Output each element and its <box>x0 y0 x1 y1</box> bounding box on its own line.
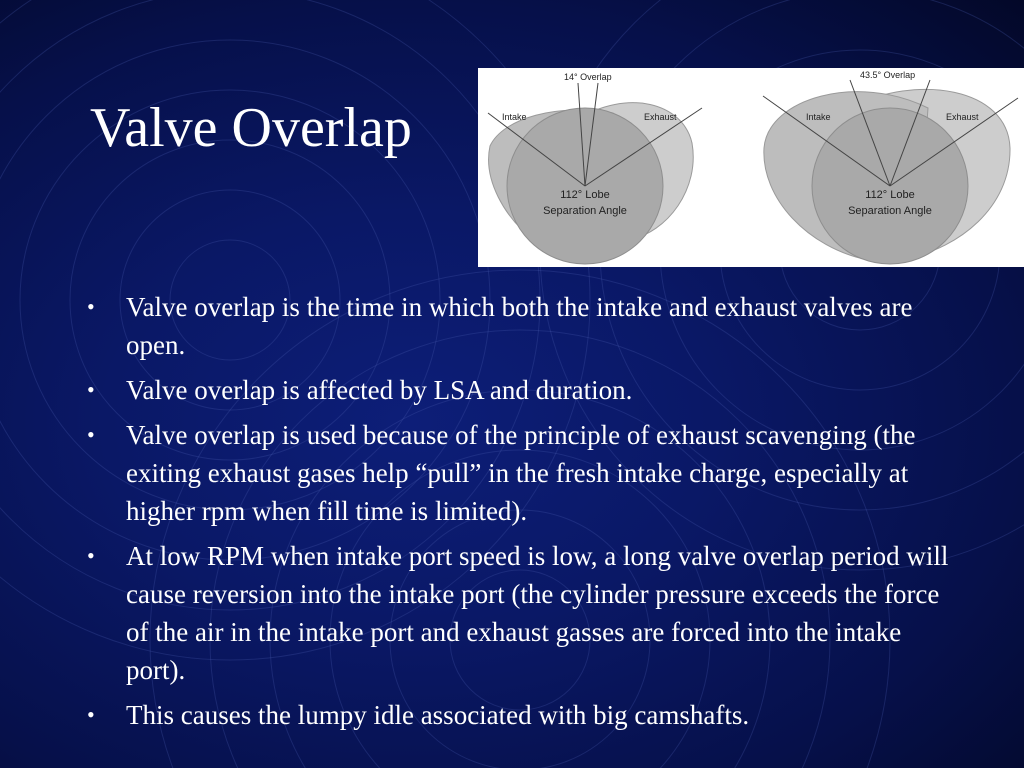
bullet-item <box>85 696 955 734</box>
bullet-text: At low RPM when intake port speed is low, a long valve overlap period will cause reversion into the intake port (the cylinder pressure exceeds the force of the air in the intake port and exhaust gasses are forced into the intake port). <box>126 541 949 685</box>
right-intake-label: Intake <box>806 112 831 122</box>
left-center-label-1: 112° Lobe <box>560 189 610 201</box>
bullet-marker: • <box>87 543 95 568</box>
bullet-item <box>85 371 955 409</box>
left-overlap-diagram <box>488 72 702 264</box>
left-exhaust-label: Exhaust <box>644 112 677 122</box>
bullet-item <box>85 416 955 530</box>
valve-overlap-diagram <box>478 68 1024 267</box>
right-exhaust-label: Exhaust <box>946 112 979 122</box>
bullet-marker: • <box>87 294 95 319</box>
slide-title: Valve Overlap <box>90 97 412 159</box>
right-center-label-1: 112° Lobe <box>865 189 915 201</box>
right-overlap-label: 43.5° Overlap <box>860 70 916 80</box>
bullet-text: Valve overlap is affected by LSA and duration. <box>126 375 633 405</box>
right-center-label-2: Separation Angle <box>848 205 932 217</box>
bullet-text: This causes the lumpy idle associated with big camshafts. <box>126 700 750 730</box>
bullet-text: Valve overlap is used because of the principle of exhaust scavenging (the exiting exhaust gases help “pull” in the fresh intake charge, especially at higher rpm when fill time is limited). <box>126 420 916 526</box>
left-center-label-2: Separation Angle <box>543 205 627 217</box>
bullet-text: Valve overlap is the time in which both the intake and exhaust valves are open. <box>126 292 913 360</box>
bullet-item <box>85 288 955 364</box>
bullet-item <box>85 537 955 689</box>
left-intake-label: Intake <box>502 112 527 122</box>
bullet-marker: • <box>87 702 95 727</box>
bullet-marker: • <box>87 422 95 447</box>
bullet-marker: • <box>87 377 95 402</box>
bullet-list <box>85 288 955 741</box>
right-overlap-diagram <box>763 70 1018 264</box>
left-overlap-label: 14° Overlap <box>564 72 612 82</box>
